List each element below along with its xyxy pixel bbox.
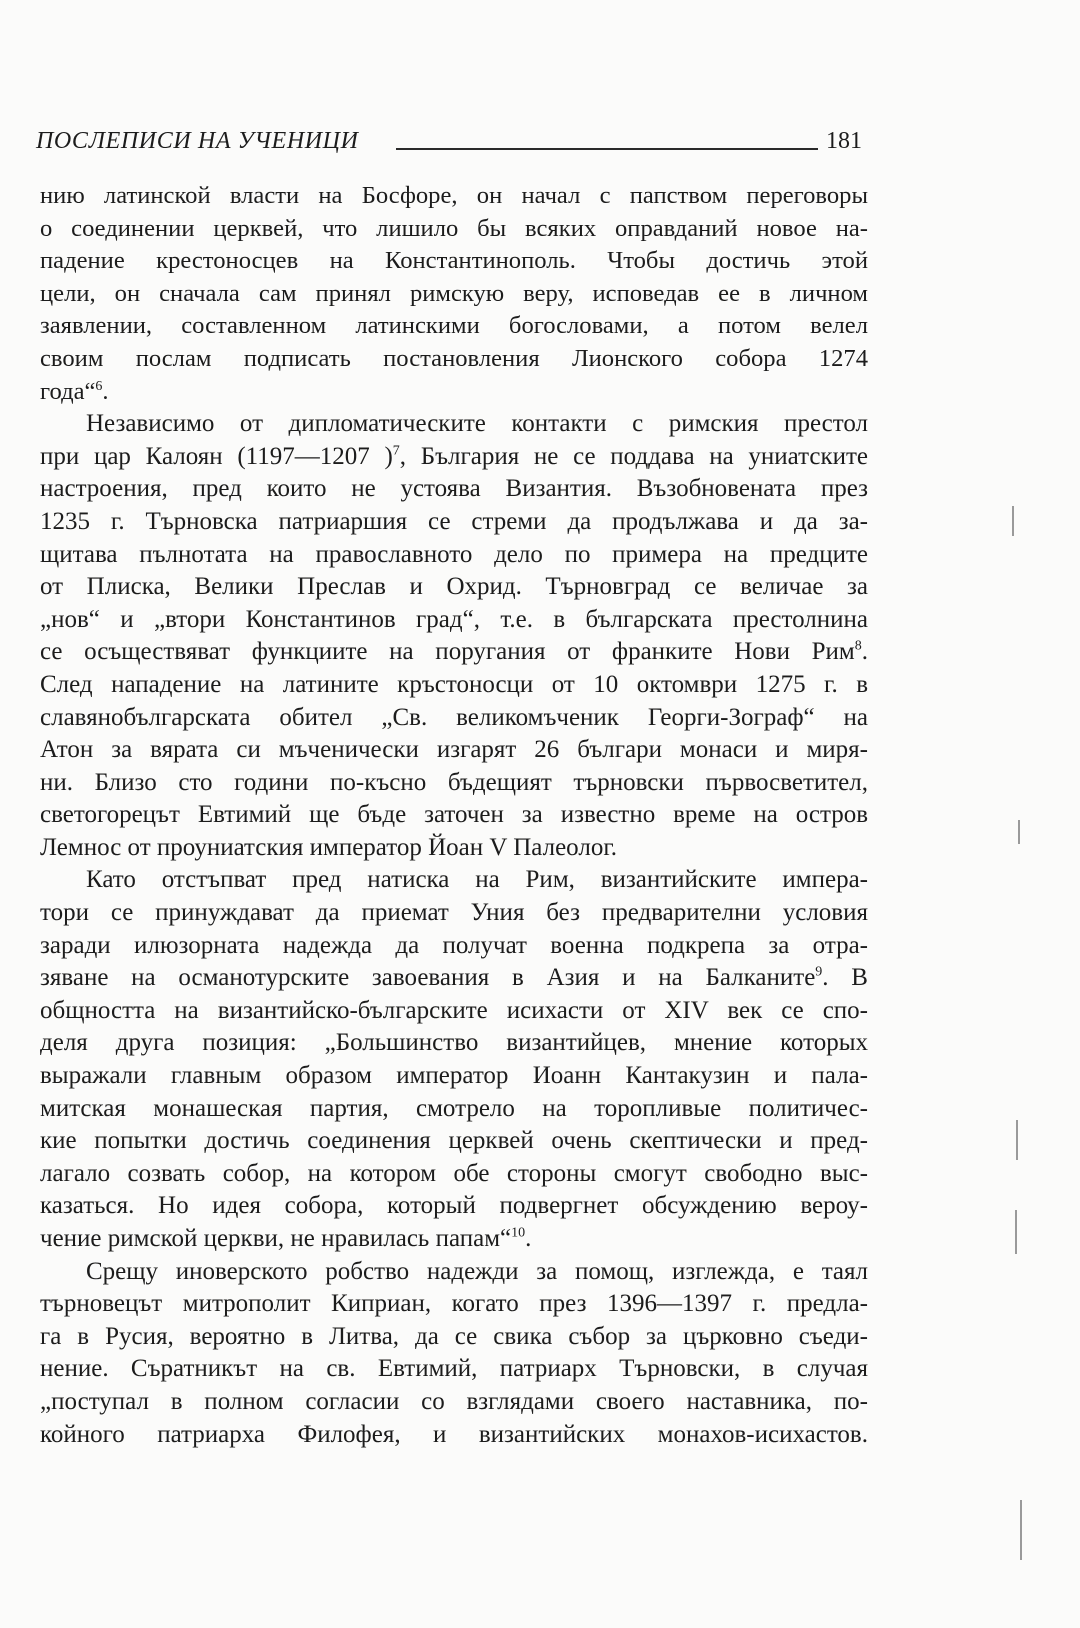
text-line: търновецът митрополит Киприан, когато през 1396—1397 г. предла-	[40, 1290, 868, 1318]
text-line: заради илюзорната надежда да получат военна подкрепа за отра-	[40, 931, 868, 959]
text-line: кие попытки достичь соединения церквей очень скептически и пред-	[40, 1127, 868, 1155]
footnote-ref: 7	[392, 443, 400, 459]
text-line: „поступал в полном согласии со взглядами своего наставника, по-	[40, 1387, 868, 1415]
text-line: лагало созвать собор, на котором обе стороны смогут свободно выс-	[40, 1159, 868, 1187]
running-title: ПОСЛЕПИСИ НА УЧЕНИЦИ	[36, 128, 359, 154]
text-line: Като отстъпват пред натиска на Рим, византийските импера-	[86, 866, 868, 894]
text-line: тори се принуждават да приемат Уния без предварителни условия	[40, 899, 868, 927]
text-line: года“$^6$.	[40, 377, 109, 405]
footnote-ref: 10	[511, 1225, 526, 1241]
paragraph	[40, 864, 868, 1255]
text-line: След нападение на латините кръстоносци от 10 октомври 1275 г. в	[40, 670, 868, 698]
text-line: казаться. Но идея собора, который подвергнет обсуждению вероу-	[40, 1192, 868, 1220]
text-line: „нов“ и „втори Константинов град“, т.е. в българската престолнина	[40, 605, 868, 633]
text-line	[40, 962, 868, 995]
text-line: га в Русия, вероятно в Литва, да се свика събор за църковно съеди-	[40, 1322, 868, 1350]
text-line: Лемнос от проуниатския император Йоан V Палеолог.	[40, 833, 618, 861]
text-line: светогорецът Евтимий ще бъде заточен за известно време на остров	[40, 801, 868, 829]
scan-artifact	[1018, 820, 1020, 844]
text-line: от Плиска, Велики Преслав и Охрид. Търновград се величае за	[40, 573, 868, 601]
text-line: 1235 г. Търновска патриаршия се стреми да продължава и да за-	[40, 507, 868, 535]
text-line: настроения, пред които не устоява Византия. Възобновената през	[40, 475, 868, 503]
text-line	[40, 441, 868, 474]
body-text	[40, 180, 868, 1451]
text-line: падение крестоносцев на Константинополь. Чтобы достичь этой	[40, 247, 868, 275]
text-fragment: , България не се поддава на униатските	[399, 442, 869, 470]
text-line: своим послам подписать постановления Лионского собора 1274	[40, 344, 868, 372]
text-line: Атон за вярата си мъченически изгарят 26 българи монаси и миря-	[40, 736, 868, 764]
footnote-ref: 8	[854, 638, 862, 654]
text-line: ни. Близо сто години по-късно бъдещият търновски първосветител,	[40, 768, 868, 796]
text-fragment: . В	[822, 964, 868, 992]
text-line: деля друга позиция: „Большинство византийцев, мнение которых	[40, 1029, 868, 1057]
text-fragment: при цар Калоян (1197—1207 )	[40, 442, 393, 470]
scan-artifact	[1020, 1500, 1022, 1560]
text-line: койного патриарха Филофея, и византийских монахов-исихастов.	[40, 1420, 868, 1448]
text-line: цели, он сначала сам принял римскую веру, исповедав ее в личном	[40, 279, 868, 307]
page-number: 181	[826, 128, 862, 154]
paragraph	[40, 408, 868, 864]
text-line: выражали главным образом император Иоанн Кантакузин и пала-	[40, 1062, 868, 1090]
scan-artifact	[1012, 506, 1014, 536]
paragraph	[40, 1256, 868, 1452]
text-fragment: зяване на османотурските завоевания в Азия и на Балканите	[40, 964, 816, 992]
scan-artifact	[1016, 1120, 1018, 1160]
text-line: Срещу иноверското робство надежди за помощ, изглежда, е таял	[86, 1257, 868, 1285]
page-header	[36, 128, 862, 162]
text-fragment: чение римской церкви, не нравилась папам“	[40, 1225, 512, 1252]
text-fragment: се осъществяват функциите на поругания от франките Нови Рим	[40, 638, 855, 666]
text-line: заявлении, составленном латинскими богословами, а потом велел	[40, 312, 868, 340]
text-line: нию латинской власти на Босфоре, он начал с папством переговоры	[40, 182, 868, 209]
text-line: о соединении церквей, что лишило бы всяких оправданий новое на-	[40, 214, 868, 242]
footnote-ref: 6	[95, 378, 103, 394]
header-rule	[396, 148, 818, 150]
text-line: Независимо от дипломатическите контакти с римския престол	[86, 410, 868, 438]
scan-artifact	[1015, 1210, 1017, 1254]
text-line: славянобългарската обител „Св. великомъченик Георги-Зограф“ на	[40, 703, 868, 731]
text-line: щитава пълнотата на православното дело по примера на предците	[40, 540, 868, 568]
text-line: общността на византийско-българските исихасти от XIV век се спо-	[40, 996, 868, 1024]
text-line: нение. Съратникът на св. Евтимий, патриарх Търновски, в случая	[40, 1355, 868, 1383]
text-fragment: года“	[40, 377, 96, 405]
text-line: се осъществяват функциите на поругания от франките Нови Рим$^8$.	[40, 638, 868, 666]
text-line: чение римской церкви, не нравилась папам“$^{10}$.	[40, 1225, 532, 1252]
text-line: митская монашеская партия, смотрело на торопливые политичес-	[40, 1094, 868, 1122]
footnote-ref: 9	[815, 964, 823, 980]
paragraph	[40, 180, 868, 408]
